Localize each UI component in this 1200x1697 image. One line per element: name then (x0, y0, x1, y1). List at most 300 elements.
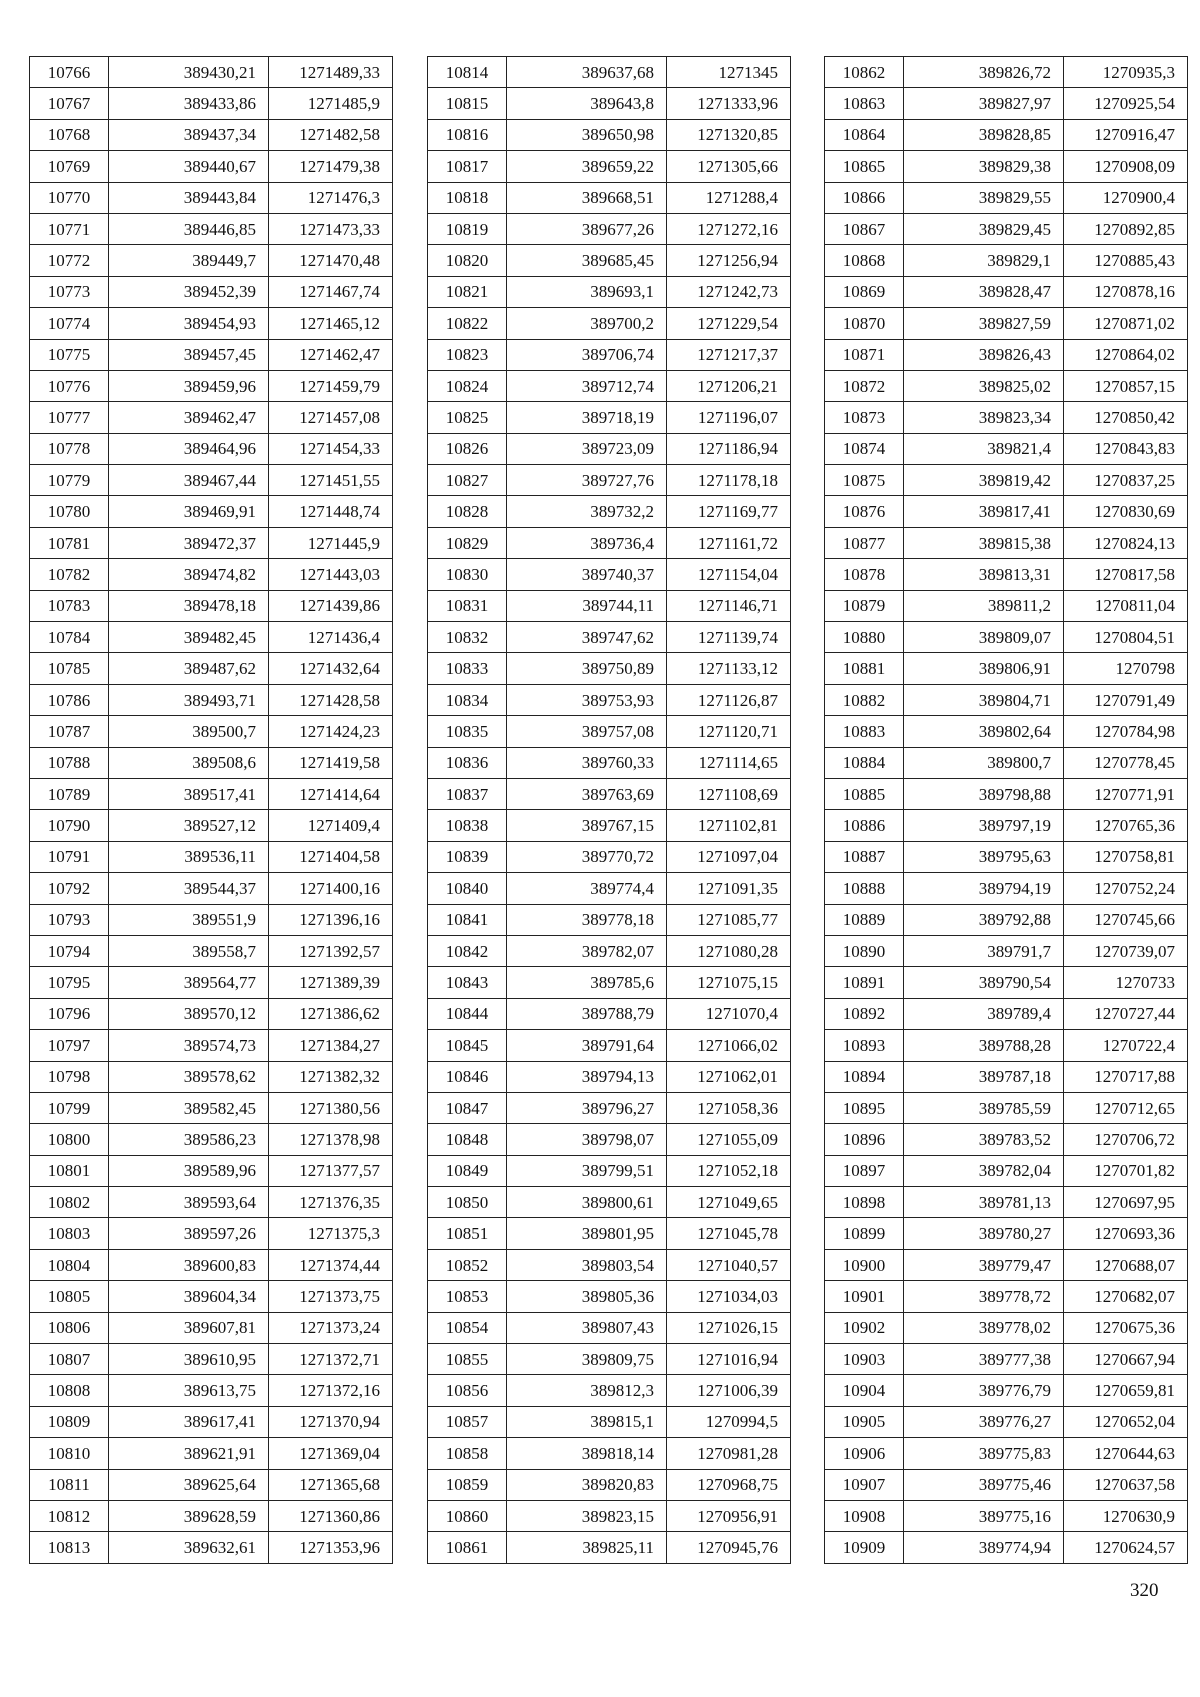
y-coordinate-cell: 1271045,78 (667, 1218, 791, 1249)
x-coordinate-cell: 389487,62 (109, 653, 269, 684)
y-coordinate-cell: 1271376,35 (269, 1187, 393, 1218)
x-coordinate-cell: 389827,97 (904, 88, 1064, 119)
table-row (428, 810, 791, 841)
point-number-cell: 10794 (30, 935, 109, 966)
table-row (825, 684, 1188, 715)
y-coordinate-cell: 1271040,57 (667, 1249, 791, 1280)
point-number-cell: 10880 (825, 622, 904, 653)
point-number-cell: 10789 (30, 778, 109, 809)
table-row (30, 1312, 393, 1343)
x-coordinate-cell: 389632,61 (109, 1532, 269, 1563)
point-number-cell: 10777 (30, 402, 109, 433)
y-coordinate-cell: 1270784,98 (1064, 716, 1188, 747)
y-coordinate-cell: 1270798 (1064, 653, 1188, 684)
table-row (825, 119, 1188, 150)
table-row (428, 308, 791, 339)
table-row (30, 684, 393, 715)
y-coordinate-cell: 1271457,08 (269, 402, 393, 433)
x-coordinate-cell: 389472,37 (109, 527, 269, 558)
point-number-cell: 10819 (428, 213, 507, 244)
x-coordinate-cell: 389677,26 (507, 213, 667, 244)
point-number-cell: 10807 (30, 1344, 109, 1375)
x-coordinate-cell: 389809,75 (507, 1344, 667, 1375)
y-coordinate-cell: 1271382,32 (269, 1061, 393, 1092)
table-row (428, 1500, 791, 1531)
table-row (30, 653, 393, 684)
x-coordinate-cell: 389467,44 (109, 465, 269, 496)
table-row (428, 1438, 791, 1469)
coordinate-table-3 (824, 56, 1188, 1564)
table-row (30, 308, 393, 339)
table-row (825, 1030, 1188, 1061)
y-coordinate-cell: 1270733 (1064, 967, 1188, 998)
x-coordinate-cell: 389815,1 (507, 1406, 667, 1437)
point-number-cell: 10873 (825, 402, 904, 433)
table-row (428, 339, 791, 370)
y-coordinate-cell: 1271432,64 (269, 653, 393, 684)
y-coordinate-cell: 1271070,4 (667, 998, 791, 1029)
table-row (825, 1218, 1188, 1249)
x-coordinate-cell: 389829,1 (904, 245, 1064, 276)
point-number-cell: 10832 (428, 622, 507, 653)
x-coordinate-cell: 389753,93 (507, 684, 667, 715)
table-row (825, 967, 1188, 998)
x-coordinate-cell: 389643,8 (507, 88, 667, 119)
point-number-cell: 10820 (428, 245, 507, 276)
x-coordinate-cell: 389828,85 (904, 119, 1064, 150)
y-coordinate-cell: 1270675,36 (1064, 1312, 1188, 1343)
x-coordinate-cell: 389763,69 (507, 778, 667, 809)
table-row (30, 622, 393, 653)
point-number-cell: 10787 (30, 716, 109, 747)
point-number-cell: 10779 (30, 465, 109, 496)
y-coordinate-cell: 1271372,16 (269, 1375, 393, 1406)
x-coordinate-cell: 389625,64 (109, 1469, 269, 1500)
x-coordinate-cell: 389574,73 (109, 1030, 269, 1061)
table-row (30, 1249, 393, 1280)
y-coordinate-cell: 1270871,02 (1064, 308, 1188, 339)
x-coordinate-cell: 389736,4 (507, 527, 667, 558)
x-coordinate-cell: 389578,62 (109, 1061, 269, 1092)
x-coordinate-cell: 389788,28 (904, 1030, 1064, 1061)
x-coordinate-cell: 389801,95 (507, 1218, 667, 1249)
table-row (30, 1281, 393, 1312)
y-coordinate-cell: 1270824,13 (1064, 527, 1188, 558)
y-coordinate-cell: 1271305,66 (667, 151, 791, 182)
y-coordinate-cell: 1271091,35 (667, 873, 791, 904)
point-number-cell: 10864 (825, 119, 904, 150)
table-row (428, 1218, 791, 1249)
table-row (428, 119, 791, 150)
table-row (428, 998, 791, 1029)
y-coordinate-cell: 1270697,95 (1064, 1187, 1188, 1218)
table-row (428, 747, 791, 778)
point-number-cell: 10865 (825, 151, 904, 182)
point-number-cell: 10806 (30, 1312, 109, 1343)
table-row (30, 967, 393, 998)
x-coordinate-cell: 389812,3 (507, 1375, 667, 1406)
y-coordinate-cell: 1270752,24 (1064, 873, 1188, 904)
point-number-cell: 10876 (825, 496, 904, 527)
y-coordinate-cell: 1270682,07 (1064, 1281, 1188, 1312)
x-coordinate-cell: 389712,74 (507, 370, 667, 401)
point-number-cell: 10837 (428, 778, 507, 809)
point-number-cell: 10906 (825, 1438, 904, 1469)
point-number-cell: 10844 (428, 998, 507, 1029)
x-coordinate-cell: 389775,83 (904, 1438, 1064, 1469)
point-number-cell: 10898 (825, 1187, 904, 1218)
table-row (428, 496, 791, 527)
table-row (30, 527, 393, 558)
x-coordinate-cell: 389800,61 (507, 1187, 667, 1218)
point-number-cell: 10843 (428, 967, 507, 998)
point-number-cell: 10894 (825, 1061, 904, 1092)
y-coordinate-cell: 1271108,69 (667, 778, 791, 809)
table-row (825, 57, 1188, 88)
y-coordinate-cell: 1271178,18 (667, 465, 791, 496)
point-number-cell: 10895 (825, 1092, 904, 1123)
y-coordinate-cell: 1271467,74 (269, 276, 393, 307)
x-coordinate-cell: 389807,43 (507, 1312, 667, 1343)
y-coordinate-cell: 1271353,96 (269, 1532, 393, 1563)
y-coordinate-cell: 1270900,4 (1064, 182, 1188, 213)
y-coordinate-cell: 1271052,18 (667, 1155, 791, 1186)
x-coordinate-cell: 389536,11 (109, 841, 269, 872)
table-row (30, 119, 393, 150)
x-coordinate-cell: 389527,12 (109, 810, 269, 841)
point-number-cell: 10830 (428, 559, 507, 590)
x-coordinate-cell: 389792,88 (904, 904, 1064, 935)
point-number-cell: 10795 (30, 967, 109, 998)
table-row (825, 1500, 1188, 1531)
y-coordinate-cell: 1271242,73 (667, 276, 791, 307)
x-coordinate-cell: 389797,19 (904, 810, 1064, 841)
point-number-cell: 10866 (825, 182, 904, 213)
page-number: 320 (1130, 1580, 1159, 1601)
x-coordinate-cell: 389795,63 (904, 841, 1064, 872)
y-coordinate-cell: 1271409,4 (269, 810, 393, 841)
y-coordinate-cell: 1270688,07 (1064, 1249, 1188, 1280)
point-number-cell: 10908 (825, 1500, 904, 1531)
table-row (30, 810, 393, 841)
y-coordinate-cell: 1270892,85 (1064, 213, 1188, 244)
point-number-cell: 10903 (825, 1344, 904, 1375)
x-coordinate-cell: 389791,7 (904, 935, 1064, 966)
table-row (30, 1469, 393, 1500)
point-number-cell: 10784 (30, 622, 109, 653)
point-number-cell: 10899 (825, 1218, 904, 1249)
x-coordinate-cell: 389706,74 (507, 339, 667, 370)
point-number-cell: 10827 (428, 465, 507, 496)
table-row (825, 182, 1188, 213)
point-number-cell: 10805 (30, 1281, 109, 1312)
table-row (825, 590, 1188, 621)
y-coordinate-cell: 1270791,49 (1064, 684, 1188, 715)
point-number-cell: 10902 (825, 1312, 904, 1343)
y-coordinate-cell: 1270850,42 (1064, 402, 1188, 433)
table-row (825, 904, 1188, 935)
y-coordinate-cell: 1270981,28 (667, 1438, 791, 1469)
table-row (428, 1344, 791, 1375)
y-coordinate-cell: 1271476,3 (269, 182, 393, 213)
y-coordinate-cell: 1271370,94 (269, 1406, 393, 1437)
point-number-cell: 10808 (30, 1375, 109, 1406)
x-coordinate-cell: 389459,96 (109, 370, 269, 401)
point-number-cell: 10781 (30, 527, 109, 558)
x-coordinate-cell: 389828,47 (904, 276, 1064, 307)
y-coordinate-cell: 1270624,57 (1064, 1532, 1188, 1563)
x-coordinate-cell: 389796,27 (507, 1092, 667, 1123)
point-number-cell: 10780 (30, 496, 109, 527)
point-number-cell: 10834 (428, 684, 507, 715)
x-coordinate-cell: 389650,98 (507, 119, 667, 150)
table-row (825, 622, 1188, 653)
x-coordinate-cell: 389780,27 (904, 1218, 1064, 1249)
x-coordinate-cell: 389803,54 (507, 1249, 667, 1280)
point-number-cell: 10849 (428, 1155, 507, 1186)
table-row (428, 527, 791, 558)
table-row (428, 559, 791, 590)
x-coordinate-cell: 389564,77 (109, 967, 269, 998)
point-number-cell: 10816 (428, 119, 507, 150)
point-number-cell: 10773 (30, 276, 109, 307)
y-coordinate-cell: 1271470,48 (269, 245, 393, 276)
table-row (428, 402, 791, 433)
y-coordinate-cell: 1271075,15 (667, 967, 791, 998)
table-row (30, 1155, 393, 1186)
table-row (825, 1155, 1188, 1186)
table-row (30, 276, 393, 307)
point-number-cell: 10874 (825, 433, 904, 464)
table-row (30, 402, 393, 433)
x-coordinate-cell: 389482,45 (109, 622, 269, 653)
table-row (428, 935, 791, 966)
x-coordinate-cell: 389685,45 (507, 245, 667, 276)
point-number-cell: 10897 (825, 1155, 904, 1186)
x-coordinate-cell: 389718,19 (507, 402, 667, 433)
point-number-cell: 10772 (30, 245, 109, 276)
y-coordinate-cell: 1271058,36 (667, 1092, 791, 1123)
table-row (825, 213, 1188, 244)
x-coordinate-cell: 389659,22 (507, 151, 667, 182)
y-coordinate-cell: 1270843,83 (1064, 433, 1188, 464)
table-row (30, 998, 393, 1029)
point-number-cell: 10818 (428, 182, 507, 213)
point-number-cell: 10889 (825, 904, 904, 935)
table-row (428, 1061, 791, 1092)
y-coordinate-cell: 1271049,65 (667, 1187, 791, 1218)
point-number-cell: 10861 (428, 1532, 507, 1563)
x-coordinate-cell: 389433,86 (109, 88, 269, 119)
point-number-cell: 10851 (428, 1218, 507, 1249)
y-coordinate-cell: 1270644,63 (1064, 1438, 1188, 1469)
x-coordinate-cell: 389775,46 (904, 1469, 1064, 1500)
point-number-cell: 10881 (825, 653, 904, 684)
point-number-cell: 10863 (825, 88, 904, 119)
point-number-cell: 10909 (825, 1532, 904, 1563)
table-row (428, 778, 791, 809)
table-row (428, 873, 791, 904)
y-coordinate-cell: 1271080,28 (667, 935, 791, 966)
point-number-cell: 10862 (825, 57, 904, 88)
point-number-cell: 10884 (825, 747, 904, 778)
table-row (825, 1092, 1188, 1123)
x-coordinate-cell: 389500,7 (109, 716, 269, 747)
point-number-cell: 10882 (825, 684, 904, 715)
y-coordinate-cell: 1271380,56 (269, 1092, 393, 1123)
x-coordinate-cell: 389586,23 (109, 1124, 269, 1155)
y-coordinate-cell: 1271489,33 (269, 57, 393, 88)
y-coordinate-cell: 1270956,91 (667, 1500, 791, 1531)
x-coordinate-cell: 389791,64 (507, 1030, 667, 1061)
table-row (825, 339, 1188, 370)
point-number-cell: 10804 (30, 1249, 109, 1280)
point-number-cell: 10825 (428, 402, 507, 433)
x-coordinate-cell: 389805,36 (507, 1281, 667, 1312)
table-row (825, 998, 1188, 1029)
table-row (428, 622, 791, 653)
table-row (428, 182, 791, 213)
point-number-cell: 10905 (825, 1406, 904, 1437)
point-number-cell: 10800 (30, 1124, 109, 1155)
table-row (825, 308, 1188, 339)
point-number-cell: 10859 (428, 1469, 507, 1500)
point-number-cell: 10872 (825, 370, 904, 401)
table-row (825, 496, 1188, 527)
x-coordinate-cell: 389826,43 (904, 339, 1064, 370)
x-coordinate-cell: 389782,04 (904, 1155, 1064, 1186)
x-coordinate-cell: 389723,09 (507, 433, 667, 464)
y-coordinate-cell: 1271288,4 (667, 182, 791, 213)
table-row (428, 57, 791, 88)
y-coordinate-cell: 1271428,58 (269, 684, 393, 715)
table-row (30, 778, 393, 809)
y-coordinate-cell: 1271161,72 (667, 527, 791, 558)
table-row (825, 1344, 1188, 1375)
y-coordinate-cell: 1270659,81 (1064, 1375, 1188, 1406)
point-number-cell: 10811 (30, 1469, 109, 1500)
table-row (825, 1312, 1188, 1343)
y-coordinate-cell: 1271384,27 (269, 1030, 393, 1061)
point-number-cell: 10853 (428, 1281, 507, 1312)
x-coordinate-cell: 389813,31 (904, 559, 1064, 590)
table-row (428, 1187, 791, 1218)
y-coordinate-cell: 1271272,16 (667, 213, 791, 244)
y-coordinate-cell: 1270739,07 (1064, 935, 1188, 966)
coordinate-table-1 (29, 56, 393, 1564)
table-row (428, 1155, 791, 1186)
point-number-cell: 10775 (30, 339, 109, 370)
table-row (428, 1406, 791, 1437)
x-coordinate-cell: 389597,26 (109, 1218, 269, 1249)
y-coordinate-cell: 1271139,74 (667, 622, 791, 653)
point-number-cell: 10846 (428, 1061, 507, 1092)
x-coordinate-cell: 389454,93 (109, 308, 269, 339)
y-coordinate-cell: 1270717,88 (1064, 1061, 1188, 1092)
point-number-cell: 10790 (30, 810, 109, 841)
table-row (428, 465, 791, 496)
x-coordinate-cell: 389604,34 (109, 1281, 269, 1312)
point-number-cell: 10797 (30, 1030, 109, 1061)
point-number-cell: 10823 (428, 339, 507, 370)
point-number-cell: 10833 (428, 653, 507, 684)
point-number-cell: 10768 (30, 119, 109, 150)
point-number-cell: 10801 (30, 1155, 109, 1186)
x-coordinate-cell: 389452,39 (109, 276, 269, 307)
table-row (30, 496, 393, 527)
table-row (825, 465, 1188, 496)
y-coordinate-cell: 1271217,37 (667, 339, 791, 370)
x-coordinate-cell: 389825,02 (904, 370, 1064, 401)
table-row (428, 653, 791, 684)
point-number-cell: 10855 (428, 1344, 507, 1375)
table-row (30, 873, 393, 904)
point-number-cell: 10826 (428, 433, 507, 464)
point-number-cell: 10802 (30, 1187, 109, 1218)
point-number-cell: 10887 (825, 841, 904, 872)
x-coordinate-cell: 389440,67 (109, 151, 269, 182)
y-coordinate-cell: 1270693,36 (1064, 1218, 1188, 1249)
table-row (428, 1469, 791, 1500)
y-coordinate-cell: 1271404,58 (269, 841, 393, 872)
x-coordinate-cell: 389607,81 (109, 1312, 269, 1343)
y-coordinate-cell: 1270630,9 (1064, 1500, 1188, 1531)
x-coordinate-cell: 389785,59 (904, 1092, 1064, 1123)
table-row (825, 1187, 1188, 1218)
table-row (428, 1375, 791, 1406)
y-coordinate-cell: 1270945,76 (667, 1532, 791, 1563)
y-coordinate-cell: 1271454,33 (269, 433, 393, 464)
y-coordinate-cell: 1270712,65 (1064, 1092, 1188, 1123)
y-coordinate-cell: 1271034,03 (667, 1281, 791, 1312)
point-number-cell: 10858 (428, 1438, 507, 1469)
point-number-cell: 10788 (30, 747, 109, 778)
x-coordinate-cell: 389478,18 (109, 590, 269, 621)
x-coordinate-cell: 389551,9 (109, 904, 269, 935)
table-row (30, 904, 393, 935)
x-coordinate-cell: 389777,38 (904, 1344, 1064, 1375)
x-coordinate-cell: 389464,96 (109, 433, 269, 464)
y-coordinate-cell: 1271462,47 (269, 339, 393, 370)
y-coordinate-cell: 1270968,75 (667, 1469, 791, 1500)
x-coordinate-cell: 389693,1 (507, 276, 667, 307)
y-coordinate-cell: 1270916,47 (1064, 119, 1188, 150)
point-number-cell: 10870 (825, 308, 904, 339)
point-number-cell: 10838 (428, 810, 507, 841)
table-row (825, 1438, 1188, 1469)
table-row (30, 213, 393, 244)
y-coordinate-cell: 1271473,33 (269, 213, 393, 244)
table-row (30, 1438, 393, 1469)
y-coordinate-cell: 1271055,09 (667, 1124, 791, 1155)
y-coordinate-cell: 1271373,75 (269, 1281, 393, 1312)
x-coordinate-cell: 389829,38 (904, 151, 1064, 182)
x-coordinate-cell: 389806,91 (904, 653, 1064, 684)
table-row (825, 1375, 1188, 1406)
y-coordinate-cell: 1271419,58 (269, 747, 393, 778)
y-coordinate-cell: 1271374,44 (269, 1249, 393, 1280)
x-coordinate-cell: 389757,08 (507, 716, 667, 747)
y-coordinate-cell: 1270778,45 (1064, 747, 1188, 778)
table-row (825, 276, 1188, 307)
table-row (825, 527, 1188, 558)
table-row (30, 370, 393, 401)
y-coordinate-cell: 1271396,16 (269, 904, 393, 935)
y-coordinate-cell: 1270667,94 (1064, 1344, 1188, 1375)
point-number-cell: 10812 (30, 1500, 109, 1531)
x-coordinate-cell: 389775,16 (904, 1500, 1064, 1531)
point-number-cell: 10840 (428, 873, 507, 904)
